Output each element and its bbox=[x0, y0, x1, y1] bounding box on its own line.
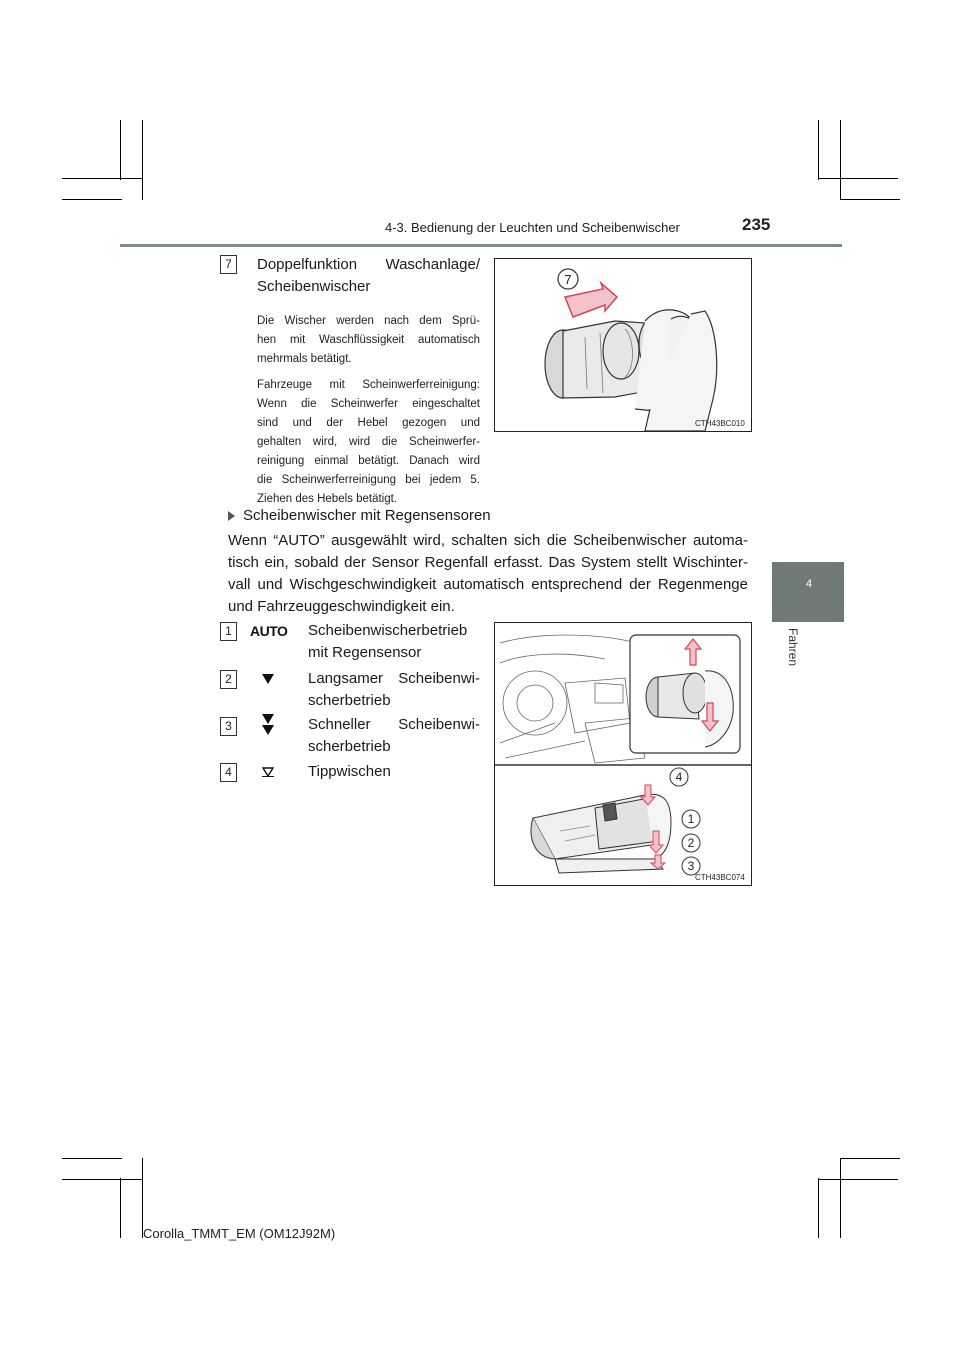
crop-mark bbox=[62, 199, 122, 200]
figure-callout-7: 7 bbox=[564, 272, 572, 287]
figure-callout-1: 1 bbox=[687, 812, 695, 826]
double-down-triangle-icon bbox=[262, 714, 274, 736]
washer-lever-illustration bbox=[495, 259, 751, 431]
text-line: Fahrzeuge mit Scheinwerferreinigung: bbox=[257, 379, 480, 391]
text-line: Wenn die Scheinwerfer eingeschaltet bbox=[257, 398, 480, 410]
item7-title-line1: Doppelfunktion Waschanlage/ bbox=[257, 256, 480, 273]
text-line: und Fahrzeuggeschwindigkeit ein. bbox=[228, 598, 455, 615]
chapter-tab bbox=[772, 562, 844, 622]
crop-mark bbox=[818, 120, 819, 180]
figure-code: CTH43BC010 bbox=[695, 419, 745, 428]
text-line: tisch ein, sobald der Sensor Regenfall erfasst. Das System stellt Wischinter- bbox=[228, 554, 748, 571]
slow-wipe-triangle-icon bbox=[262, 674, 274, 684]
footer-doc-id: Corolla_TMMT_EM (OM12J92M) bbox=[143, 1226, 336, 1241]
crop-mark bbox=[818, 1178, 819, 1238]
chapter-number: 4 bbox=[806, 578, 813, 590]
text-line: hen mit Waschflüssigkeit automatisch bbox=[257, 334, 480, 346]
figure-callout-2: 2 bbox=[687, 836, 695, 850]
figure-callout-4: 4 bbox=[675, 770, 683, 784]
item2-line1: Langsamer Scheibenwi- bbox=[308, 670, 480, 687]
item3-line1: Schneller Scheibenwi- bbox=[308, 716, 480, 733]
rain-sensor-illustration bbox=[495, 623, 751, 885]
item1-line1: Scheibenwischerbetrieb bbox=[308, 622, 468, 639]
crop-mark bbox=[120, 120, 121, 180]
bullet-arrow-icon bbox=[228, 511, 235, 521]
text-line: sind und der Hebel gezogen und bbox=[257, 417, 480, 429]
figure-washer-lever bbox=[494, 258, 752, 432]
crop-mark bbox=[62, 1158, 122, 1159]
crop-mark bbox=[818, 1179, 898, 1180]
text-line: reinigung einmal betätigt. Danach wird bbox=[257, 455, 480, 467]
text-line: vall und Wischgeschwindigkeit automatisch entsprechend der Regenmenge bbox=[228, 576, 748, 593]
figure-callout-3: 3 bbox=[687, 859, 695, 873]
item1-line2: mit Regensensor bbox=[308, 644, 422, 661]
item-badge-1: 1 bbox=[220, 622, 237, 641]
item4-line1: Tippwischen bbox=[308, 763, 391, 780]
item7-title-line2: Scheibenwischer bbox=[257, 278, 371, 295]
item-badge-7: 7 bbox=[220, 255, 237, 274]
text-line: Ziehen des Hebels betätigt. bbox=[257, 493, 398, 505]
text-line: gehalten wird, wird die Scheinwerfer- bbox=[257, 436, 480, 448]
header-rule bbox=[120, 244, 842, 247]
crop-mark bbox=[818, 178, 898, 179]
section-title: 4-3. Bedienung der Leuchten und Scheibenwischer bbox=[385, 220, 680, 235]
crop-mark bbox=[840, 199, 900, 200]
figure-code: CTH43BC074 bbox=[695, 873, 745, 882]
text-line: Wenn “AUTO” ausgewählt wird, schalten sich die Scheibenwischer automa- bbox=[228, 532, 748, 549]
crop-mark bbox=[840, 1158, 841, 1238]
text-line: mehrmals betätigt. bbox=[257, 353, 352, 365]
item-badge-3: 3 bbox=[220, 717, 237, 736]
crop-mark bbox=[840, 1158, 900, 1159]
item2-line2: scherbetrieb bbox=[308, 692, 391, 709]
item-badge-4: 4 bbox=[220, 763, 237, 782]
rain-sensor-heading: Scheibenwischer mit Regensensoren bbox=[243, 507, 491, 524]
item3-line2: scherbetrieb bbox=[308, 738, 391, 755]
crop-mark bbox=[142, 120, 143, 200]
outline-down-triangle-icon bbox=[262, 767, 274, 777]
crop-mark bbox=[120, 1178, 121, 1238]
page-number: 235 bbox=[742, 215, 771, 234]
crop-mark bbox=[840, 120, 841, 200]
figure-rain-sensor-lever bbox=[494, 622, 752, 886]
item-badge-2: 2 bbox=[220, 670, 237, 689]
text-line: die Scheinwerferreinigung bei jedem 5. bbox=[257, 474, 480, 486]
auto-symbol: AUTO bbox=[250, 623, 288, 639]
text-line: Die Wischer werden nach dem Sprü- bbox=[257, 315, 480, 327]
crop-mark bbox=[62, 178, 142, 179]
chapter-label: Fahren bbox=[786, 628, 800, 667]
crop-mark bbox=[62, 1179, 142, 1180]
